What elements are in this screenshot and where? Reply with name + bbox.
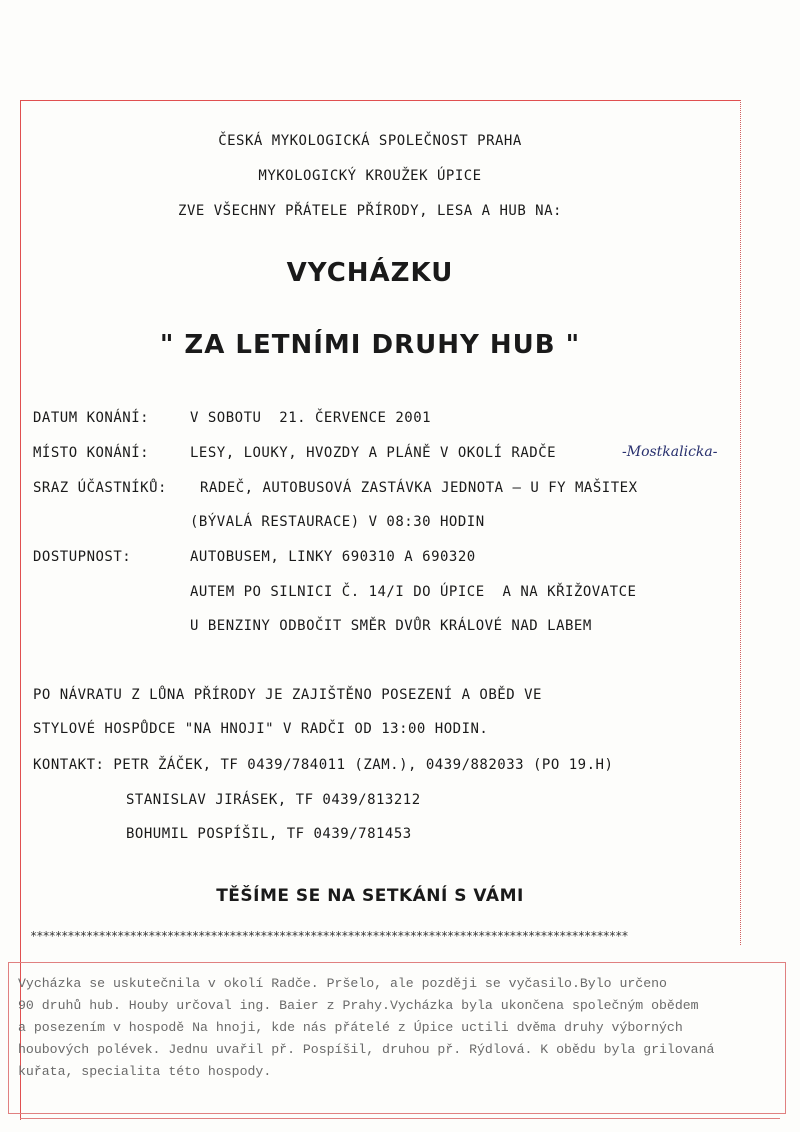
- access-label: DOSTUPNOST:: [33, 549, 132, 565]
- note-line-5: kuřata, specialita této hospody.: [18, 1064, 272, 1079]
- contact-line-2: STANISLAV JIRÁSEK, TF 0439/813212: [126, 792, 421, 808]
- note-line-1: Vycházka se uskutečnila v okolí Radče. Pršelo, ale později se vyčasilo.Bylo určeno: [18, 976, 667, 991]
- note-line-2: 90 druhů hub. Houby určoval ing. Baier z Prahy.Vycházka byla ukončena společným obědem: [18, 998, 699, 1013]
- border-line-right: [740, 100, 741, 945]
- after-walk-text-2: STYLOVÉ HOSPŮDCE "NA HNOJI" V RADČI OD 13:00 HODIN.: [33, 721, 489, 737]
- page-title: VYCHÁZKU: [286, 258, 454, 288]
- meeting-label: SRAZ ÚČASTNÍKŮ:: [33, 480, 167, 496]
- border-line-bottom: [20, 1118, 780, 1119]
- note-line-3: a posezením v hospodě Na hnoji, kde nás přátelé z Úpice uctili dvěma druhy výborných: [18, 1020, 683, 1035]
- place-value: LESY, LOUKY, HVOZDY A PLÁNĚ V OKOLÍ RADČE: [190, 445, 557, 461]
- date-label: DATUM KONÁNÍ:: [33, 410, 150, 426]
- meeting-value-2: (BÝVALÁ RESTAURACE) V 08:30 HODIN: [190, 514, 485, 530]
- after-walk-text-1: PO NÁVRATU Z LŮNA PŘÍRODY JE ZAJIŠTĚNO POSEZENÍ A OBĚD VE: [33, 687, 542, 703]
- closing-text: TĚŠÍME SE NA SETKÁNÍ S VÁMI: [216, 886, 524, 906]
- meeting-value: RADEČ, AUTOBUSOVÁ ZASTÁVKA JEDNOTA – U FY MAŠITEX: [200, 480, 638, 496]
- place-label: MÍSTO KONÁNÍ:: [33, 445, 150, 461]
- access-direction: U BENZINY ODBOČIT SMĚR DVŮR KRÁLOVÉ NAD LABEM: [190, 618, 592, 634]
- header-club: MYKOLOGICKÝ KROUŽEK ÚPICE: [258, 168, 482, 184]
- header-society: ČESKÁ MYKOLOGICKÁ SPOLEČNOST PRAHA: [218, 133, 522, 149]
- access-bus: AUTOBUSEM, LINKY 690310 A 690320: [190, 549, 476, 565]
- note-line-4: houbových polévek. Jednu uvařil př. Pospíšil, druhou př. Rýdlová. K obědu byla grilovaná: [18, 1042, 715, 1057]
- access-car: AUTEM PO SILNICI Č. 14/I DO ÚPICE A NA KŘIŽOVATCE: [190, 584, 637, 600]
- border-line-top: [20, 100, 740, 101]
- contact-line-3: BOHUMIL POSPÍŠIL, TF 0439/781453: [126, 826, 412, 842]
- header-invitation: ZVE VŠECHNY PŘÁTELE PŘÍRODY, LESA A HUB NA:: [178, 203, 562, 219]
- asterisk-divider: ************************************************************************************************: [30, 929, 628, 943]
- page-subtitle: " ZA LETNÍMI DRUHY HUB ": [159, 330, 581, 360]
- handwritten-annotation: -Mostkalicka-: [622, 444, 718, 460]
- contact-line-1: KONTAKT: PETR ŽÁČEK, TF 0439/784011 (ZAM.), 0439/882033 (PO 19.H): [33, 757, 614, 773]
- date-value: V SOBOTU 21. ČERVENCE 2001: [190, 410, 432, 426]
